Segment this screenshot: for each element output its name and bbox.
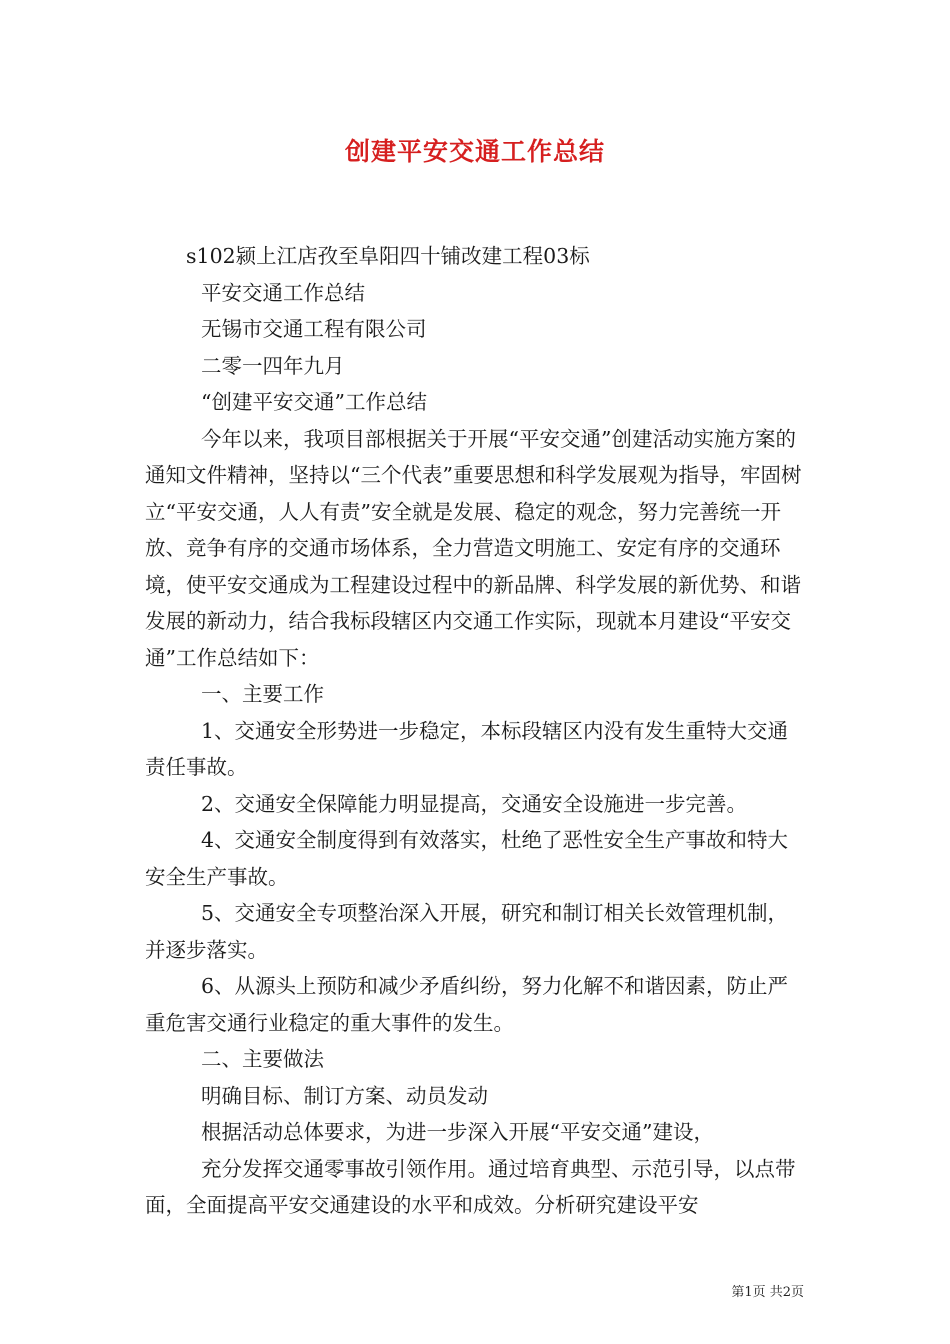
date-line: 二零一四年九月 xyxy=(201,353,345,378)
list-item: 1、交通安全形势进一步稳定，本标段辖区内没有发生重特大交通责任事故。 xyxy=(145,718,789,779)
company-line: 无锡市交通工程有限公司 xyxy=(201,317,427,341)
section-heading-main-work: 一、主要工作 xyxy=(201,682,324,706)
body-paragraph: 充分发挥交通零事故引领作用。通过培育典型、示范引导，以点带面，全面提高平安交通建设的水平和成效。分析研究建设平安 xyxy=(145,1156,796,1217)
section-heading-methods: 二、主要做法 xyxy=(201,1047,324,1071)
list-item: 4、交通安全制度得到有效落实，杜绝了恶性安全生产事故和特大安全生产事故。 xyxy=(145,828,789,889)
document-body xyxy=(145,238,805,1224)
subtitle-line: 平安交通工作总结 xyxy=(201,280,365,305)
list-item: 5、交通安全专项整治深入开展，研究和制订相关长效管理机制，并逐步落实。 xyxy=(145,901,789,962)
body-paragraph: 根据活动总体要求，为进一步深入开展“平安交通”建设， xyxy=(201,1120,714,1144)
page-number: 第1页 共2页 xyxy=(731,1285,804,1300)
subheading-line: 明确目标、制订方案、动员发动 xyxy=(201,1083,488,1108)
section-heading: “创建平安交通”工作总结 xyxy=(201,390,427,414)
list-item: 2、交通安全保障能力明显提高，交通安全设施进一步完善。 xyxy=(201,791,748,816)
intro-paragraph: 今年以来，我项目部根据关于开展“平安交通”创建活动实施方案的通知文件精神，坚持以“三个代表”重要思想和科学发展观为指导，牢固树立“平安交通，人人有责”安全就是发展、稳定的观念，努力完善统一开放、竞争有序的交通市场体系，全力营造文明施工、安定有序的交通环境，使平安交通成为工程建设过程中的新品牌、科学发展的新优势、和谐发展的新动力，结合我标段辖区内交通工作实际，现就本月建设“平安交通”工作总结如下： xyxy=(145,426,802,670)
project-name-line: s102颍上江店孜至阜阳四十铺改建工程03标 xyxy=(186,244,590,268)
list-item: 6、从源头上预防和减少矛盾纠纷，努力化解不和谐因素，防止严重危害交通行业稳定的重大事件的发生。 xyxy=(145,974,789,1035)
document-title: 创建平安交通工作总结 xyxy=(344,137,605,166)
